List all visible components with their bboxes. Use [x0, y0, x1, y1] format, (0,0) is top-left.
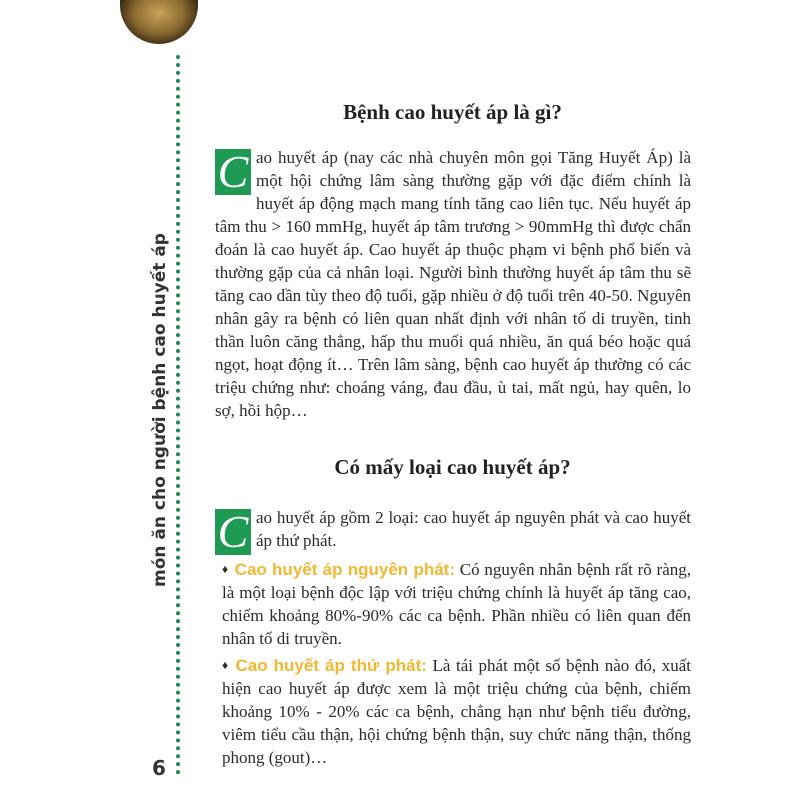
bullet-icon: ♦: [222, 658, 230, 672]
dotted-divider: [176, 55, 180, 775]
paragraph-types: [215, 506, 691, 555]
paragraph-definition: [215, 146, 691, 422]
drop-cap: C: [215, 509, 251, 555]
bullet-secondary: [222, 654, 691, 769]
bullet-primary: [222, 558, 691, 650]
bullet-term: Cao huyết áp nguyên phát:: [234, 560, 455, 579]
page-number: 6: [152, 756, 166, 780]
bullet-text: Có nguyên nhân bệnh rất rõ ràng, là một loại bệnh độc lập với triệu chứng chính là huyết áp tăng cao, chiếm khoảng 80%-90% các ca bệnh. Phần nhiều có liên quan đến nhân tố di truyền.: [222, 560, 692, 648]
drop-cap: C: [215, 149, 251, 195]
paragraph-text: ao huyết áp (nay các nhà chuyên môn gọi Tăng Huyết Áp) là một hội chứng lâm sàng thường gặp với đặc điểm chính là huyết áp động mạch mang tính tăng cao liên tục. Nếu huyết áp tâm thu > 160 mmHg, huyết áp tâm trương > 90mmHg thì được chẩn đoán là cao huyết áp. Cao huyết áp thuộc phạm vi bệnh phổ biến và thường gặp của cả nhân loại. Người bình thường huyết áp tâm thu sẽ tăng cao dần tùy theo độ tuổi, gặp nhiều ở độ tuổi trên 40-50. Nguyên nhân gây ra bệnh có liên quan nhất định với nhân tố di truyền, tinh thần luôn căng thẳng, hấp thu muối quá nhiều, ăn quá béo hoặc quá ngọt, hoạt động ít… Trên lâm sàng, bệnh cao huyết áp thường có các triệu chứng như: choáng váng, đau đầu, ù tai, mất ngủ, hay quên, lo sợ, hồi hộp…: [215, 148, 691, 420]
books-photo: [120, 0, 198, 44]
paragraph-text: ao huyết áp gồm 2 loại: cao huyết áp nguyên phát và cao huyết áp thứ phát.: [256, 508, 691, 550]
running-title: món ăn cho người bệnh cao huyết áp: [150, 233, 170, 587]
heading-types: Có mấy loại cao huyết áp?: [334, 455, 571, 479]
heading-what-is: Bệnh cao huyết áp là gì?: [343, 100, 562, 124]
bullet-icon: ♦: [222, 562, 229, 576]
bullet-text: Là tái phát một số bệnh nào đó, xuất hiện cao huyết áp được xem là một triệu chứng của bệnh, chiếm khoảng 10% - 20% các ca bệnh, chẳng hạn như bệnh tiểu đường, viêm tiểu cầu thận, hội chứng bệnh thận, suy chức năng thận, thống phong (gout)…: [222, 656, 691, 767]
bullet-term: Cao huyết áp thứ phát:: [235, 656, 427, 675]
